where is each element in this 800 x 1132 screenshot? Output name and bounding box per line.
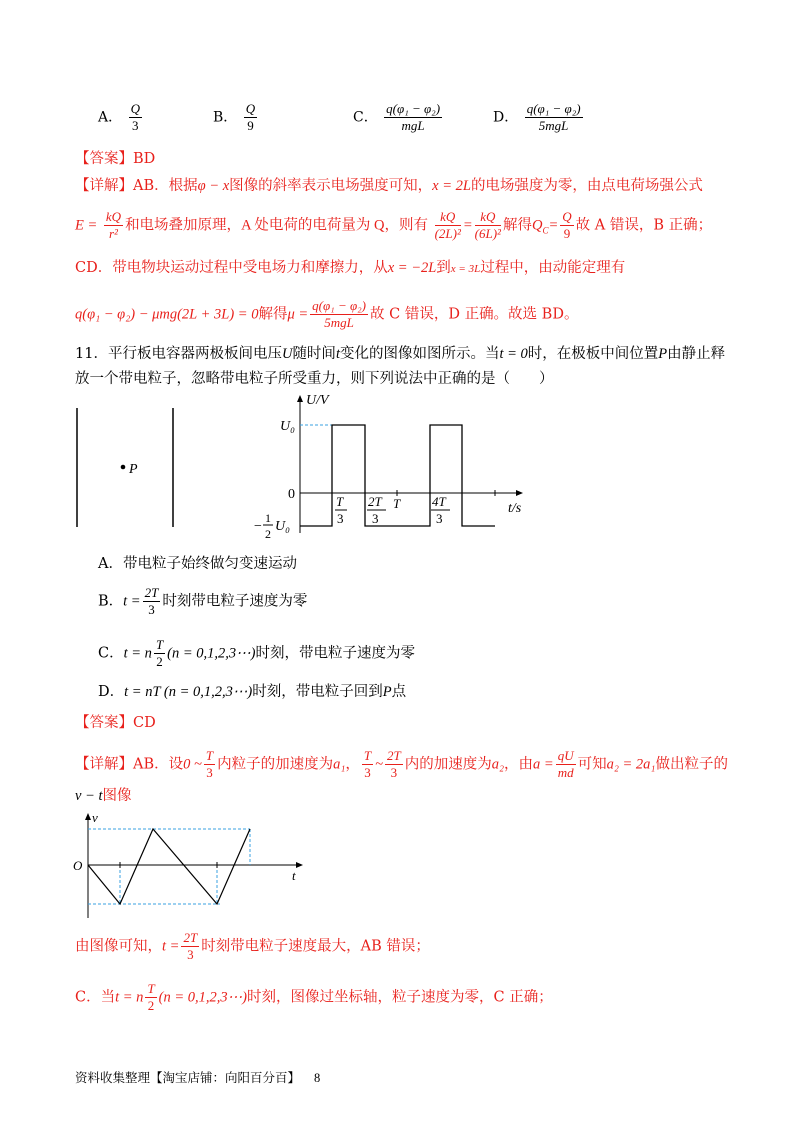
u0-label: U₀ xyxy=(280,419,295,434)
fraction-num: 2T xyxy=(183,930,198,945)
fraction-den: 2 xyxy=(156,654,163,669)
explain-q11-line3 xyxy=(75,930,430,963)
text: 的电场强度为零，由点电荷场强公式 xyxy=(470,178,703,194)
explain-q10-line1 xyxy=(75,175,703,197)
fraction-den: r² xyxy=(108,226,118,241)
option-label: D． xyxy=(493,109,519,126)
fraction xyxy=(143,585,161,618)
tick-label-t1-num: T xyxy=(336,494,344,509)
text: 做出粒子的 xyxy=(655,756,728,773)
answer-q10: 【答案】BD xyxy=(75,151,156,167)
option-d-fraction xyxy=(525,101,583,134)
math: = xyxy=(462,217,473,234)
text: ，由 xyxy=(504,756,534,773)
math: a₂ xyxy=(491,756,505,773)
fraction-num: T xyxy=(363,748,372,763)
text: 变化的图像如图所示。当 xyxy=(339,346,500,362)
math: U xyxy=(281,346,293,362)
fraction-num: kQ xyxy=(105,209,122,224)
option-c-fraction xyxy=(384,101,442,134)
text: 随时间 xyxy=(292,346,336,362)
math: (n = 0,1,2,3⋯) xyxy=(158,989,247,1006)
explain-q11-line4 xyxy=(75,981,553,1014)
math: ~ xyxy=(375,756,383,773)
fraction-num: q(φ₁ − φ₂) xyxy=(312,298,367,313)
math: q(φ₁ − φ₂) − μmg(2L + 3L) = 0 xyxy=(75,306,259,323)
q11-option-b xyxy=(98,585,307,618)
explain-q10-line4 xyxy=(75,298,578,331)
fraction-den: 9 xyxy=(247,118,254,133)
text: 时刻带电粒子速度最大，AB 错误； xyxy=(201,938,430,955)
math: 0 ~ xyxy=(183,756,202,773)
page-number: 8 xyxy=(314,1071,321,1085)
neg-coef-num: 1 xyxy=(265,511,271,525)
voltage-time-graph xyxy=(250,388,540,548)
math: P xyxy=(382,684,392,700)
neg-coef-den: 2 xyxy=(265,527,271,541)
tick-label-t2-num: 2T xyxy=(368,494,382,509)
fraction-den: 3 xyxy=(132,118,139,133)
tick-label-t4-num: 4T xyxy=(432,494,446,509)
capacitor-figure xyxy=(70,400,190,530)
fraction xyxy=(560,209,573,242)
fraction-num: T xyxy=(205,748,214,763)
text: 【详解】AB．根据 xyxy=(75,178,198,194)
fraction-den: 5mgL xyxy=(538,118,569,133)
text: C．当 xyxy=(75,989,116,1006)
fraction-den: 3 xyxy=(364,765,371,780)
tick-label-t2-den: 3 xyxy=(372,511,379,526)
fraction-den: (2L)² xyxy=(434,226,461,241)
fraction-num: Q xyxy=(130,101,140,116)
text: 时刻带电粒子速度为零 xyxy=(162,593,308,610)
q11-option-c xyxy=(98,637,415,670)
text: A 处电荷的电荷量为 Q，则有 xyxy=(241,217,428,234)
text: ， xyxy=(345,756,360,773)
footer-text: 资料收集整理【淘宝店铺：向阳百分百】 xyxy=(75,1070,301,1085)
q11-stem-line2: 放一个带电粒子，忽略带电粒子所受重力，则下列说法中正确的是（ ） xyxy=(75,371,554,387)
text: 11．平行板电容器两极板间电压 xyxy=(75,346,282,362)
text: 【详解】AB．设 xyxy=(75,756,184,773)
tick-label-t4-den: 3 xyxy=(436,511,443,526)
option-label: D． xyxy=(98,684,125,700)
text: 内的加速度为 xyxy=(404,756,492,773)
neg-sign: − xyxy=(254,519,262,534)
math: (n = 0,1,2,3⋯) xyxy=(167,645,256,662)
fraction-den: 3 xyxy=(206,765,213,780)
page-footer xyxy=(75,1068,320,1086)
math: x = −2L xyxy=(387,260,437,276)
q11-option-d xyxy=(98,681,406,703)
text: 故 C 错误，D 正确。故选 BD。 xyxy=(370,306,579,323)
fraction-den: 3 xyxy=(390,765,398,780)
explain-q10-line3 xyxy=(75,257,625,280)
text: 可知 xyxy=(577,756,607,773)
math: t = nT (n = 0,1,2,3⋯) xyxy=(124,684,253,700)
math: x = 3L xyxy=(450,263,481,275)
option-b-fraction xyxy=(244,101,257,134)
fraction-num: T xyxy=(155,637,164,652)
text: 解得 xyxy=(258,306,288,323)
math: μ = xyxy=(287,306,309,323)
option-label: B． xyxy=(213,109,238,126)
math: t = n xyxy=(123,645,152,662)
text: 图像 xyxy=(102,788,132,804)
tick-label-t1-den: 3 xyxy=(337,511,344,526)
fraction-den: 3 xyxy=(187,947,194,962)
fraction xyxy=(204,748,215,781)
math: a₁ xyxy=(333,756,346,773)
y-axis-label: U/V xyxy=(306,393,329,408)
text: 过程中，由动能定理有 xyxy=(480,260,626,276)
math: t xyxy=(335,346,340,362)
neg-u0-label: U₀ xyxy=(275,519,290,534)
math: t = 0 xyxy=(499,346,528,362)
math: P xyxy=(658,346,668,362)
text: 时刻，图像过坐标轴，粒子速度为零，C 正确； xyxy=(247,989,553,1006)
fraction-num: Q xyxy=(562,209,572,224)
option-c xyxy=(353,101,444,134)
fraction xyxy=(362,748,373,781)
text: CD．带电物块运动过程中受电场力和摩擦力，从 xyxy=(75,260,388,276)
fraction-num: Q xyxy=(245,101,256,116)
fraction xyxy=(310,298,368,331)
text: 时刻，带电粒子速度为零 xyxy=(255,645,415,662)
math: x = 2L xyxy=(432,178,471,194)
math: t = xyxy=(162,938,180,955)
subscript: C xyxy=(542,225,549,236)
fraction xyxy=(181,930,199,963)
fraction xyxy=(104,209,123,242)
math: Q xyxy=(531,217,543,234)
math: t = xyxy=(123,593,141,610)
fraction-den: 2 xyxy=(147,998,155,1013)
math: a₂ = 2a₁ xyxy=(606,756,656,773)
text: 内粒子的加速度为 xyxy=(217,756,334,773)
fraction-den: md xyxy=(557,765,574,780)
q11-stem-line1 xyxy=(75,343,725,365)
option-d xyxy=(493,101,585,134)
text: 到 xyxy=(436,260,451,276)
origin-label: O xyxy=(73,858,83,873)
explain-q10-line2 xyxy=(75,209,712,242)
fraction-den: 9 xyxy=(563,226,571,241)
option-a-fraction xyxy=(129,101,142,134)
fraction-den: 5mgL xyxy=(324,315,354,330)
fraction xyxy=(154,637,165,670)
fraction xyxy=(435,209,461,242)
x-axis-label: t/s xyxy=(508,501,522,516)
v-axis-label: v xyxy=(92,810,98,825)
fraction-num: kQ xyxy=(435,209,461,226)
fraction-num: 2T xyxy=(144,585,159,600)
option-a xyxy=(98,101,144,134)
explain-q11-line2 xyxy=(75,785,132,807)
fraction-num: q(φ₁ − φ₂) xyxy=(386,101,441,116)
option-b xyxy=(213,101,259,134)
text: 点 xyxy=(391,684,407,700)
fraction-den: (6L)² xyxy=(474,226,501,241)
math: E = xyxy=(75,217,98,234)
tick-label-t3: T xyxy=(393,496,401,511)
fraction xyxy=(385,748,403,781)
fraction-num: 2T xyxy=(387,748,401,763)
text: 时，在极板中间位置 xyxy=(527,346,659,362)
particle-point xyxy=(121,465,126,470)
explain-q11-line1 xyxy=(75,748,728,781)
fraction-num: qU xyxy=(557,748,574,763)
fraction xyxy=(145,981,156,1014)
velocity-time-graph xyxy=(70,808,310,920)
fraction-den: mgL xyxy=(401,118,425,133)
text: 由静止释 xyxy=(667,346,726,362)
point-label: P xyxy=(129,462,138,477)
origin-label: 0 xyxy=(288,487,295,502)
q11-option-a: A．带电粒子始终做匀变速运动 xyxy=(98,556,297,572)
text: 图像的斜率表示电场强度可知， xyxy=(229,178,433,194)
math: v − t xyxy=(75,788,103,804)
option-label: A． xyxy=(98,109,123,126)
math: t = n xyxy=(115,989,144,1006)
fraction-num: kQ xyxy=(475,209,501,226)
text: 故 A 错误，B 正确； xyxy=(575,217,713,234)
option-label: B． xyxy=(98,593,124,610)
math: = xyxy=(548,217,559,234)
math: φ − x xyxy=(197,178,230,194)
text: 由图像可知， xyxy=(75,938,162,955)
option-label: C． xyxy=(353,109,378,126)
fraction-num: q(φ₁ − φ₂) xyxy=(526,101,581,116)
text: 时刻，带电粒子回到 xyxy=(252,684,383,700)
velocity-curve xyxy=(88,829,250,904)
text: 和电场叠加原理， xyxy=(125,217,242,234)
option-label: C． xyxy=(98,645,124,662)
fraction xyxy=(475,209,501,242)
fraction-num: T xyxy=(147,981,155,996)
fraction xyxy=(556,748,576,781)
math: a = xyxy=(533,756,554,773)
vt-dashed-guides xyxy=(88,829,250,904)
t-axis-label: t xyxy=(292,868,296,883)
text: 解得 xyxy=(502,217,532,234)
fraction-den: 3 xyxy=(148,602,155,617)
answer-q11: 【答案】CD xyxy=(75,715,156,731)
